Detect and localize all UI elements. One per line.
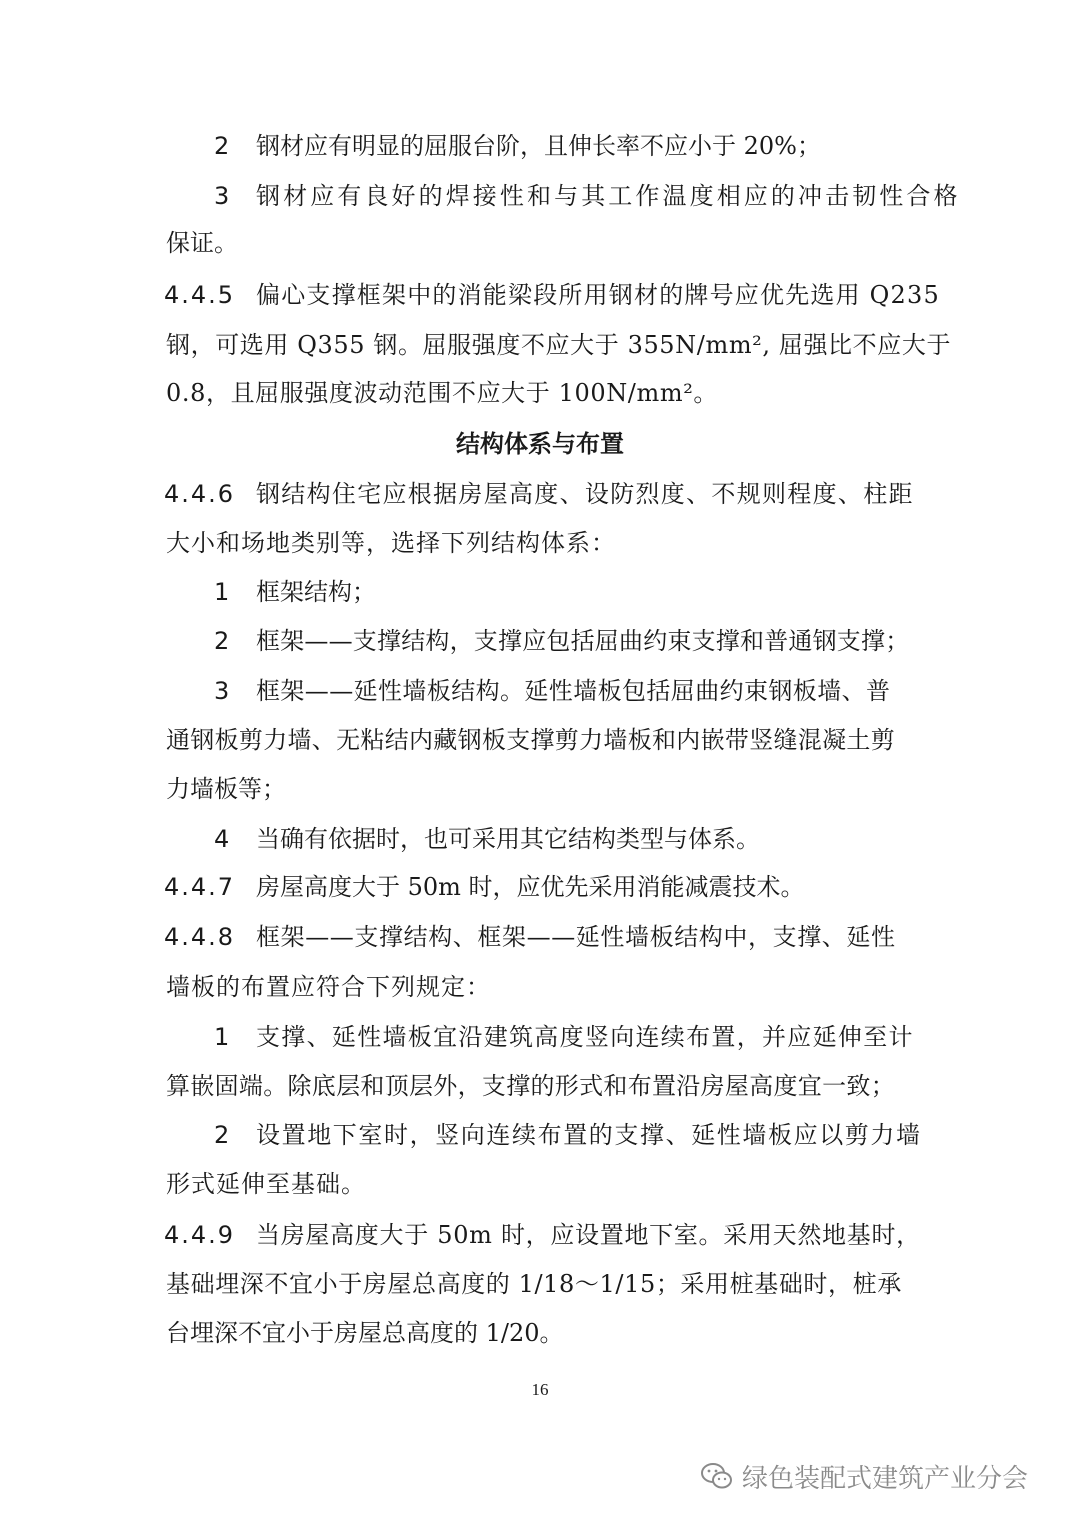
paragraph-line [0, 523, 1080, 563]
item-number: 2 [214, 1121, 230, 1149]
item-number: 3 [214, 182, 230, 210]
clause-text: 框架——支撑结构、框架——延性墙板结构中，支撑、延性 [256, 923, 896, 951]
item-number: 3 [214, 677, 230, 705]
paragraph-line [0, 1066, 1080, 1106]
item-text: 设置地下室时，竖向连续布置的支撑、延性墙板应以剪力墙 [256, 1121, 922, 1149]
clause-text: 偏心支撑框架中的消能梁段所用钢材的牌号应优先选用 Q235 [256, 281, 940, 309]
clause-4-4-7 [0, 867, 1080, 907]
item-text: 框架——支撑结构，支撑应包括屈曲约束支撑和普通钢支撑； [256, 627, 910, 655]
item-text: 支撑、延性墙板宜沿建筑高度竖向连续布置，并应延伸至计 [256, 1023, 914, 1051]
list-item [0, 126, 1080, 166]
paragraph-text: 算嵌固端。除底层和顶层外，支撑的形式和布置沿房屋高度宜一致； [166, 1072, 895, 1100]
clause-number: 4.4.9 [164, 1221, 236, 1249]
clause-number: 4.4.7 [164, 873, 236, 901]
section-heading-text: 结构体系与布置 [456, 429, 624, 458]
paragraph-text: 台埋深不宜小于房屋总高度的 1/20。 [166, 1319, 564, 1347]
paragraph-line [0, 1313, 1080, 1353]
item-text: 当确有依据时，也可采用其它结构类型与体系。 [256, 825, 760, 853]
paragraph-line [0, 967, 1080, 1007]
item-number: 1 [214, 1023, 230, 1051]
paragraph-text: 保证。 [166, 229, 238, 257]
paragraph-text: 形式延伸至基础。 [166, 1170, 366, 1198]
paragraph-text: 0.8，且屈服强度波动范围不应大于 100N/mm²。 [166, 379, 719, 407]
paragraph-line [0, 769, 1080, 809]
paragraph-line [0, 1164, 1080, 1204]
paragraph-line [0, 325, 1080, 365]
watermark [700, 1456, 1028, 1496]
watermark-text: 绿色装配式建筑产业分会 [742, 1463, 1029, 1494]
item-text: 框架结构； [256, 578, 376, 606]
paragraph-text: 基础埋深不宜小于房屋总高度的 1/18～1/15；采用桩基础时，桩承 [166, 1270, 902, 1298]
item-text: 钢材应有良好的焊接性和与其工作温度相应的冲击韧性合格 [256, 182, 961, 210]
clause-number: 4.4.8 [164, 923, 236, 951]
clause-4-4-9 [0, 1215, 1080, 1255]
item-number: 2 [214, 132, 230, 160]
paragraph-line [0, 373, 1080, 413]
paragraph-line [0, 1264, 1080, 1304]
clause-4-4-6 [0, 474, 1080, 514]
paragraph-line [0, 223, 1080, 263]
clause-4-4-8 [0, 917, 1080, 957]
list-item [0, 671, 1080, 711]
list-item [0, 1115, 1080, 1155]
list-item [0, 572, 1080, 612]
item-text: 框架——延性墙板结构。延性墙板包括屈曲约束钢板墙、普 [256, 677, 891, 705]
paragraph-text: 力墙板等； [166, 775, 286, 803]
paragraph-text: 通钢板剪力墙、无粘结内藏钢板支撑剪力墙板和内嵌带竖缝混凝土剪 [166, 726, 895, 754]
clause-number: 4.4.5 [164, 281, 236, 309]
clause-text: 钢结构住宅应根据房屋高度、设防烈度、不规则程度、柱距 [256, 480, 914, 508]
item-number: 4 [214, 825, 230, 853]
section-heading [0, 424, 1080, 464]
list-item [0, 1017, 1080, 1057]
item-number: 2 [214, 627, 230, 655]
item-number: 1 [214, 578, 230, 606]
list-item [0, 176, 1080, 216]
item-text: 钢材应有明显的屈服台阶，且伸长率不应小于 20%； [256, 132, 821, 160]
paragraph-line [0, 720, 1080, 760]
paragraph-text: 墙板的布置应符合下列规定： [166, 973, 491, 1001]
wechat-icon [700, 1461, 734, 1491]
clause-text: 房屋高度大于 50m 时，应优先采用消能减震技术。 [256, 873, 805, 901]
clause-4-4-5 [0, 275, 1080, 315]
paragraph-text: 大小和场地类别等，选择下列结构体系： [166, 529, 616, 557]
paragraph-text: 钢，可选用 Q355 钢。屈服强度不应大于 355N/mm², 屈强比不应大于 [166, 331, 952, 359]
clause-text: 当房屋高度大于 50m 时，应设置地下室。采用天然地基时， [256, 1221, 921, 1249]
list-item [0, 621, 1080, 661]
clause-number: 4.4.6 [164, 480, 236, 508]
list-item [0, 819, 1080, 859]
page-number: 16 [531, 1380, 549, 1399]
